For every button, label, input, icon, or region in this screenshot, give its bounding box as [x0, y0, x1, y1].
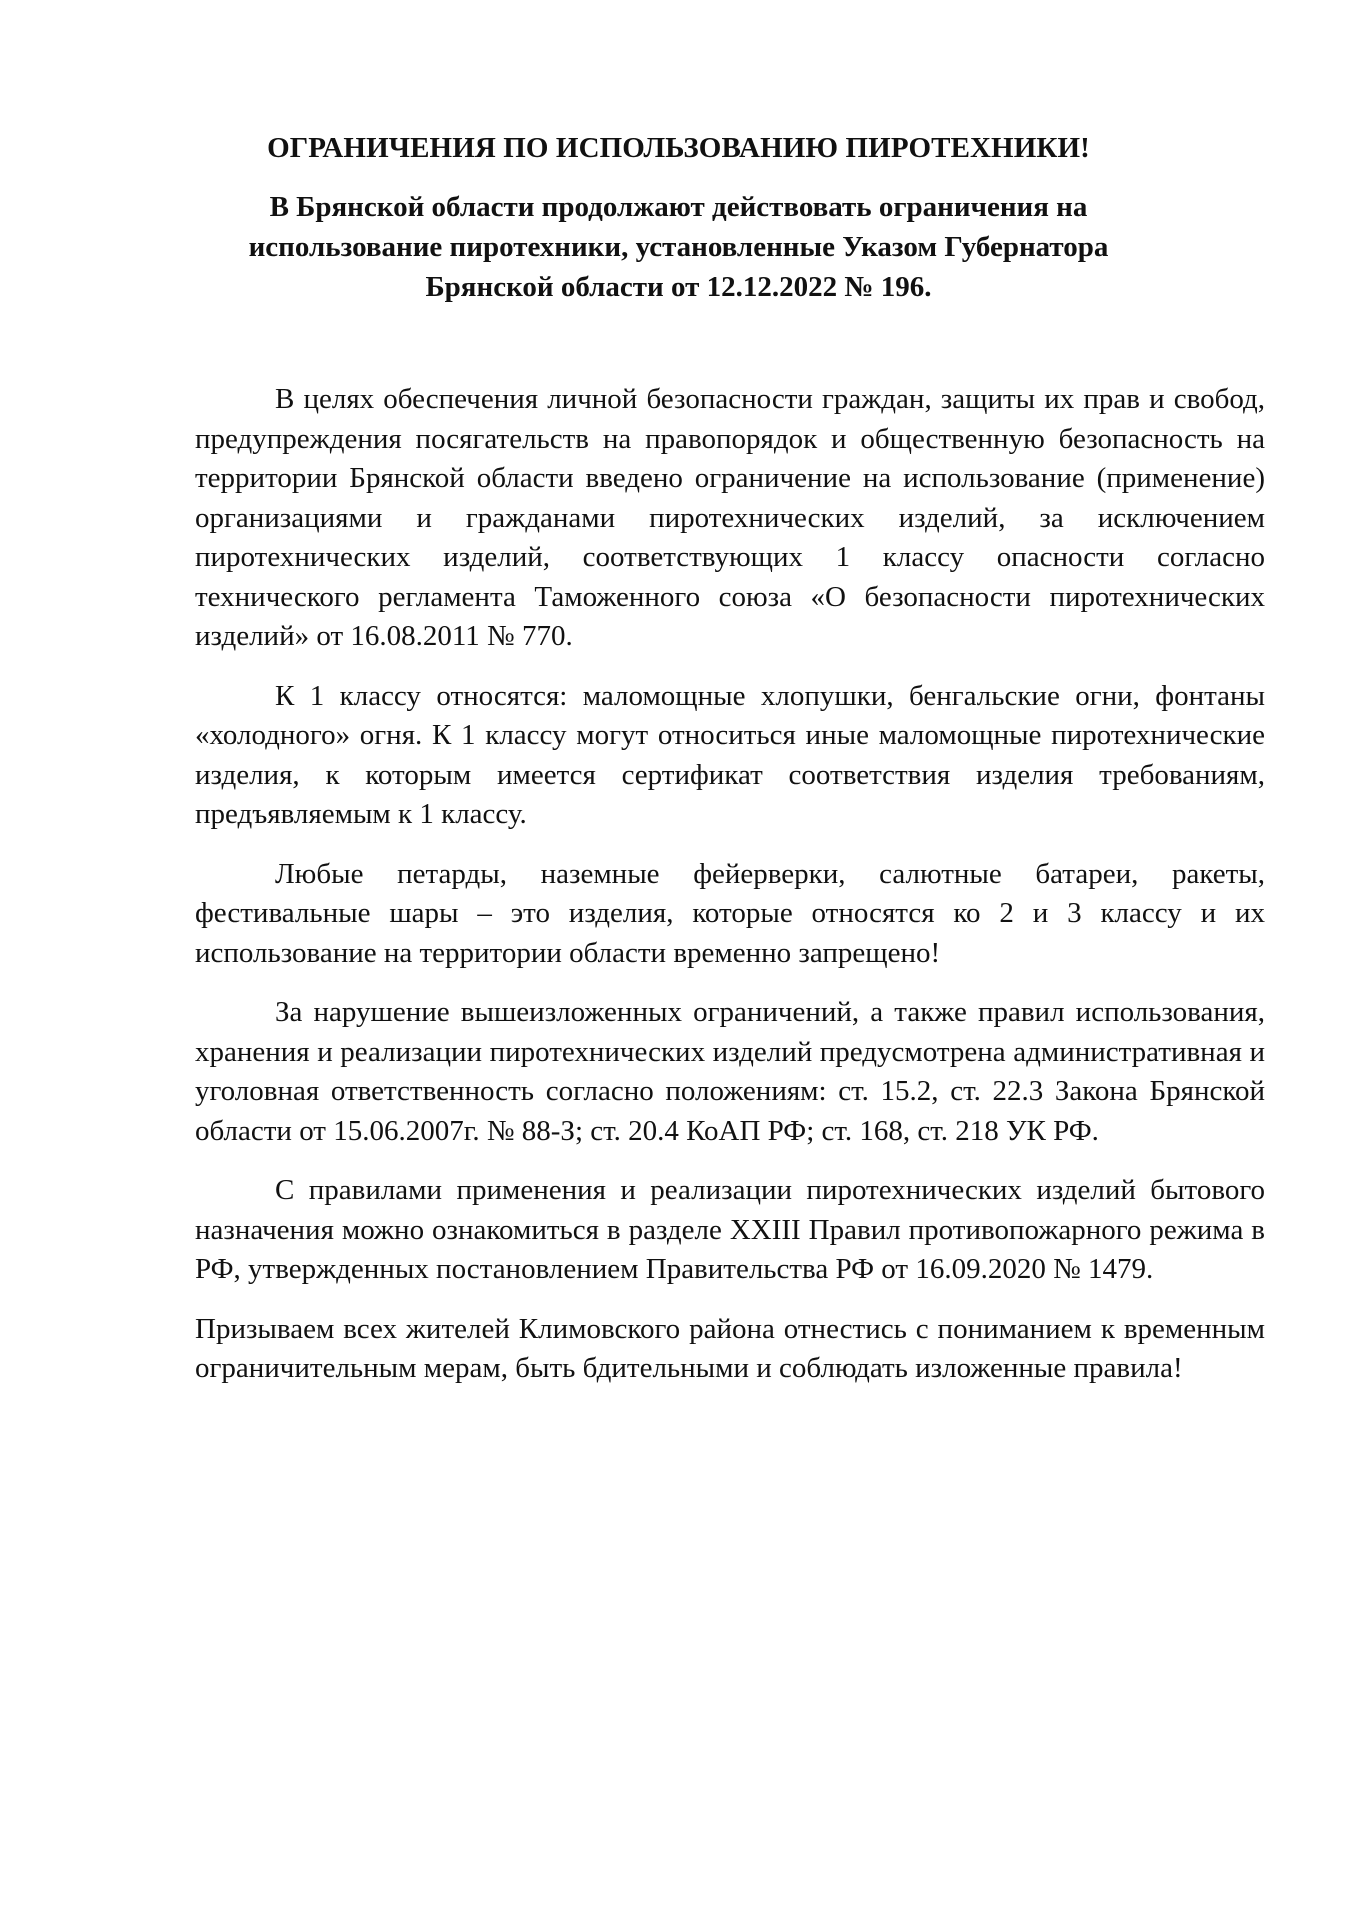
paragraph-class-one: К 1 классу относятся: маломощные хлопушки, бенгальские огни, фонтаны «холодного» огня. К 1 классу могут относиться иные маломощные пиротехнические изделия, к которым имеется сертификат соответствия изделия требованиям, предъявляемым к 1 классу. — [195, 679, 1265, 830]
paragraph-appeal: Призываем всех жителей Климовского района отнестись с пониманием к временным ограничительным мерам, быть бдительными и соблюдать изложенные правила! — [195, 1312, 1265, 1384]
paragraph-liability: За нарушение вышеизложенных ограничений, а также правил использования, хранения и реализации пиротехнических изделий предусмотрена административная и уголовная ответственность согласно положениям: ст. 15.2, ст. 22.3 Закона Брянской области от 15.06.2007г. № 88-З; ст. 20.4 КоАП РФ; ст. 168, ст. 218 УК РФ. — [195, 996, 1265, 1147]
document-subtitle: В Брянской области продолжают действовать ограничения на использование пиротехники, установленные Указом Губернатора Брянской области от 12.12.2022 № 196. — [248, 191, 1109, 303]
document-title: ОГРАНИЧЕНИЯ ПО ИСПОЛЬЗОВАНИЮ ПИРОТЕХНИКИ! — [267, 132, 1090, 164]
document-body — [195, 380, 1265, 1409]
paragraph-prohibited-items: Любые петарды, наземные фейерверки, салютные батареи, ракеты, фестивальные шары – это изделия, которые относятся ко 2 и 3 классу и их использование на территории области временно запрещено! — [195, 857, 1265, 969]
paragraph-rules-reference: С правилами применения и реализации пиротехнических изделий бытового назначения можно ознакомиться в разделе XXIII Правил противопожарного режима в РФ, утвержденных постановлением Правительства РФ от 16.09.2020 № 1479. — [195, 1174, 1265, 1285]
paragraph-safety-restriction: В целях обеспечения личной безопасности граждан, защиты их прав и свобод, предупреждения посягательств на правопорядок и общественную безопасность на территории Брянской области введено ограничение на использование (применение) организациями и гражданами пиротехнических изделий, за исключением пиротехнических изделий, соответствующих 1 классу опасности согласно технического регламента Таможенного союза «О безопасности пиротехнических изделий» от 16.08.2011 № 770. — [195, 383, 1265, 652]
